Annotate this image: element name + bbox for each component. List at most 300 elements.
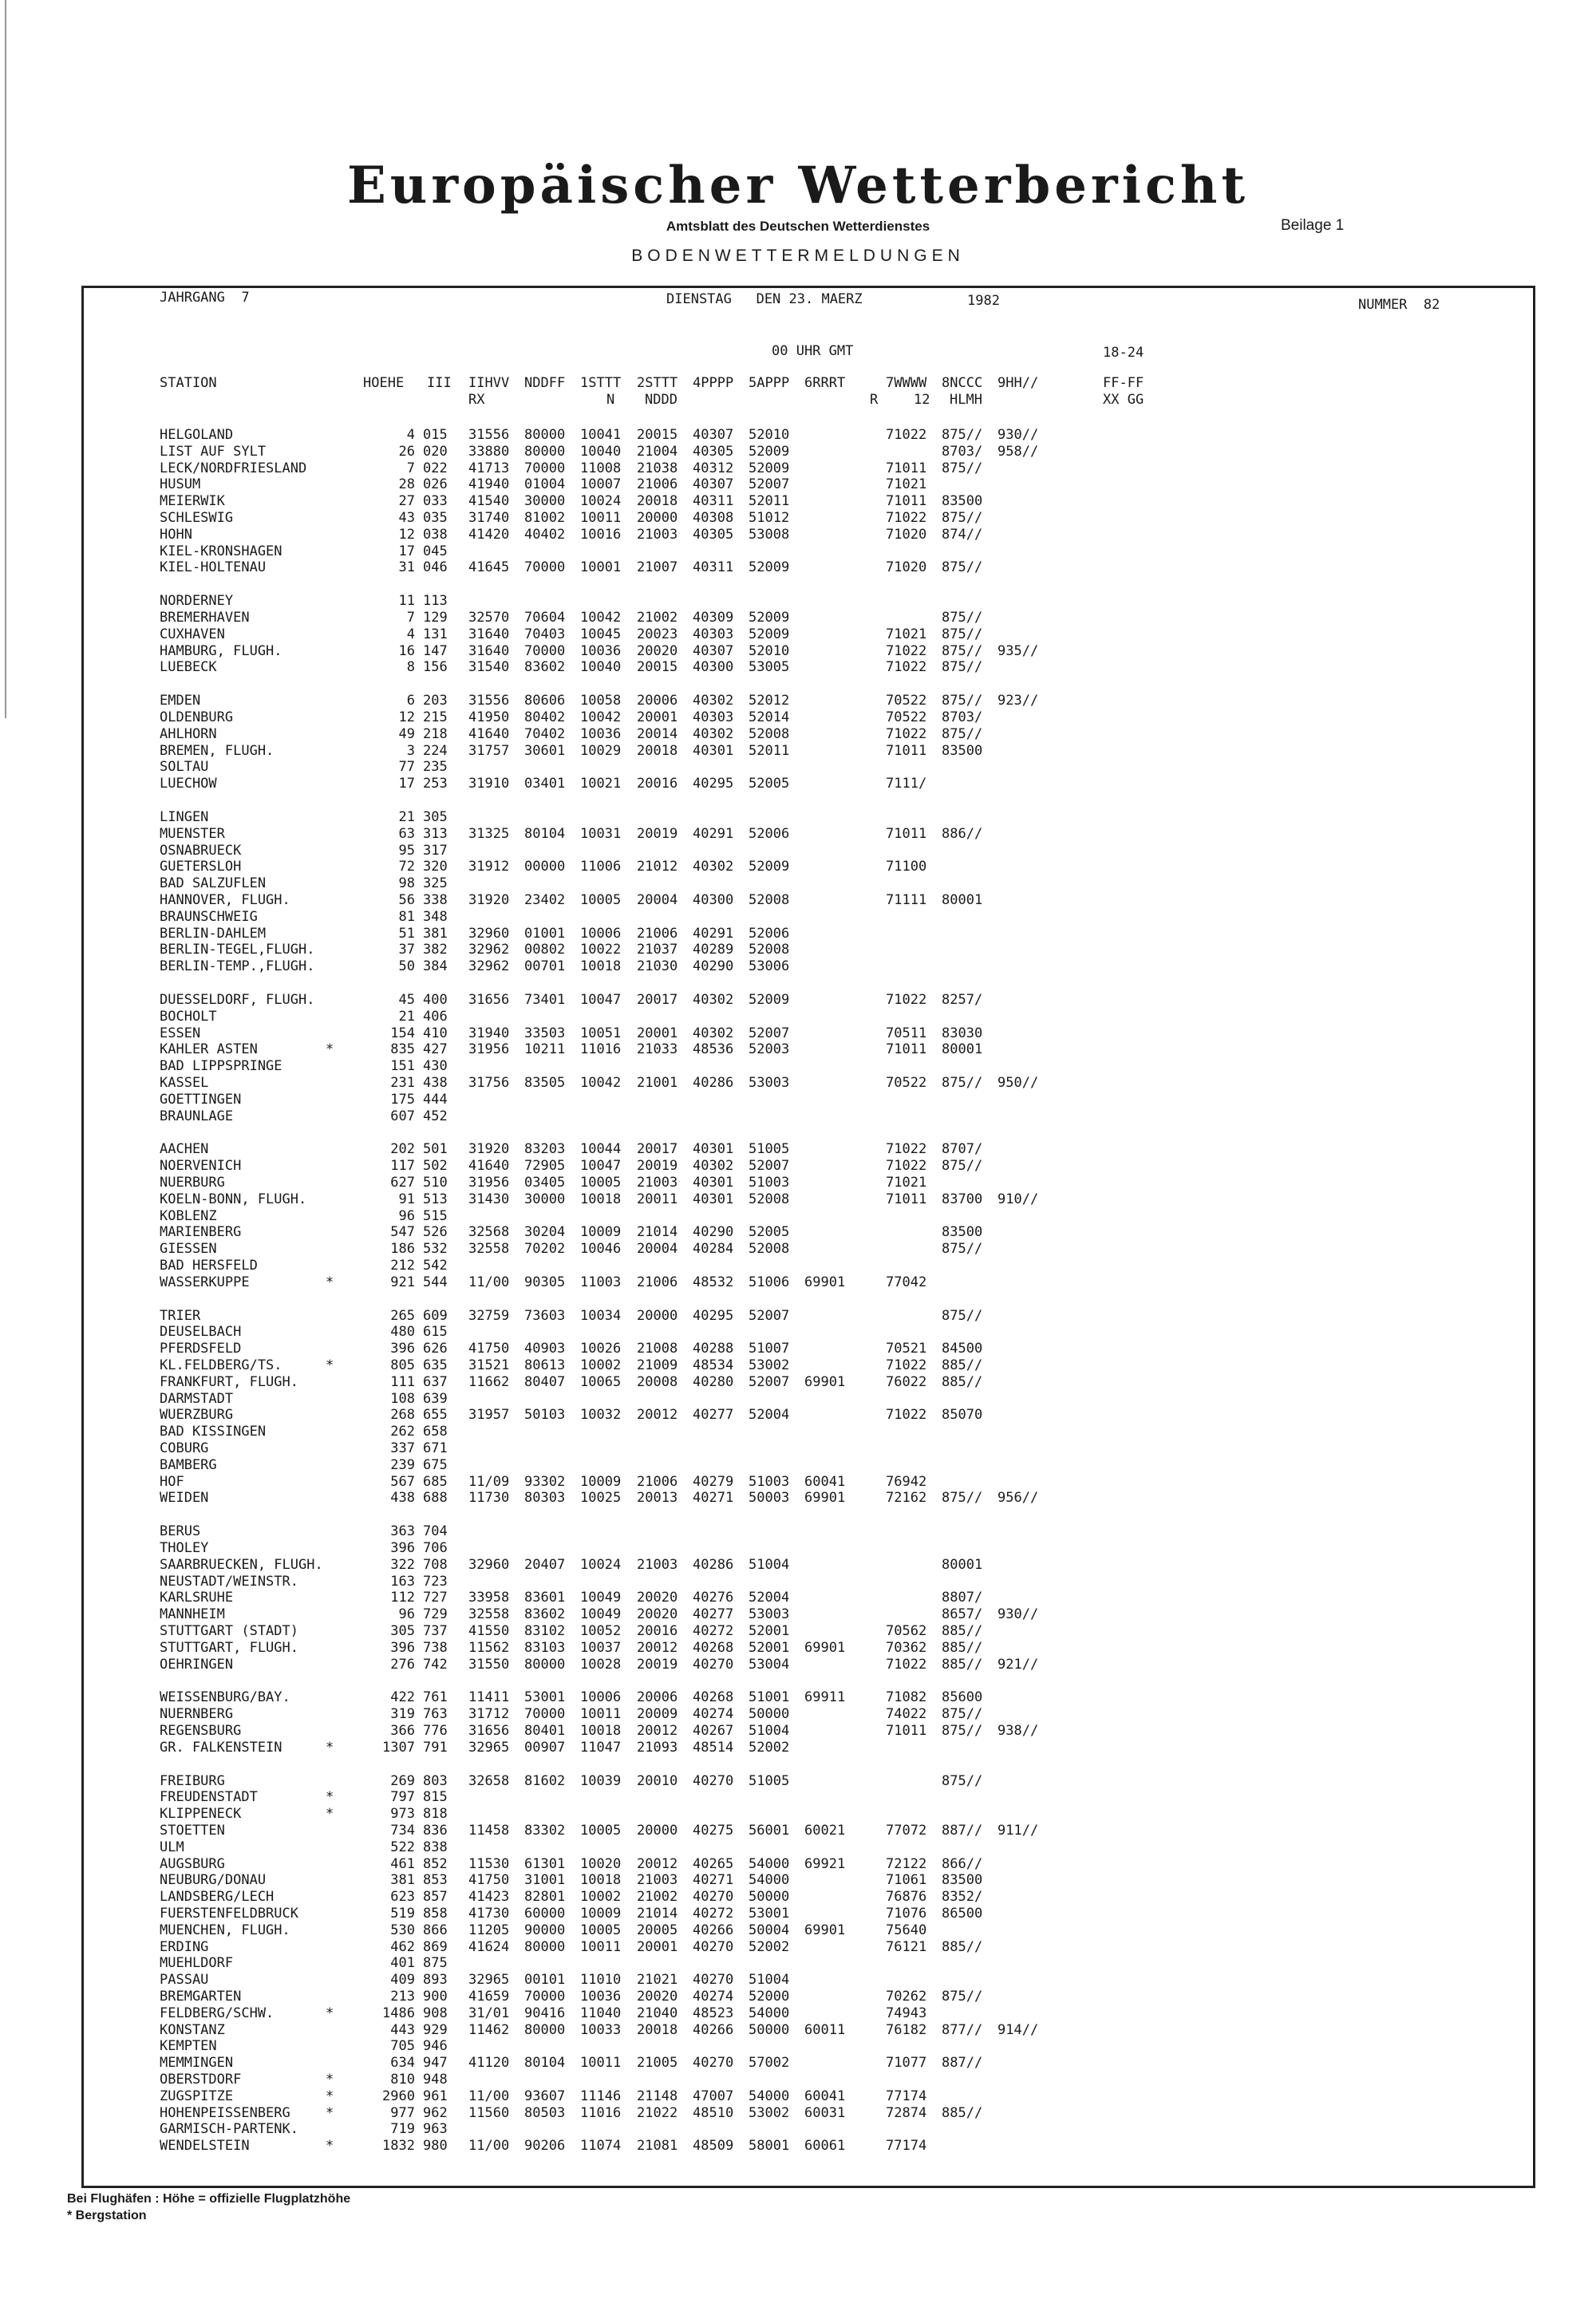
column-header: 1STTT <box>580 375 622 391</box>
station-height: 96 <box>398 1207 415 1224</box>
code-group: 40276 <box>693 1590 734 1606</box>
column-header-sub: RX <box>468 392 485 408</box>
code-group: 875// <box>942 659 983 676</box>
code-group: 20009 <box>637 1706 678 1723</box>
table-row <box>0 892 1532 908</box>
code-group: 85600 <box>942 1689 983 1706</box>
code-group: 40291 <box>693 925 734 942</box>
station-number: 203 <box>423 693 448 709</box>
code-group: 52001 <box>749 1623 790 1639</box>
code-group: 20016 <box>637 1623 678 1639</box>
code-group: 20407 <box>524 1556 566 1573</box>
issue-day: DIENSTAG DEN 23. MAERZ <box>666 291 863 307</box>
station-name: WEIDEN <box>160 1490 209 1507</box>
code-group: 40270 <box>693 1656 734 1673</box>
station-name: FRANKFURT, FLUGH. <box>160 1373 298 1390</box>
code-group: 10020 <box>580 1855 622 1872</box>
code-group: 10049 <box>580 1590 622 1606</box>
code-group: 10032 <box>580 1407 622 1424</box>
code-group: 71020 <box>886 526 927 543</box>
table-row <box>0 875 1532 891</box>
code-group: 10024 <box>580 1556 622 1573</box>
station-number: 723 <box>423 1573 448 1590</box>
station-name: MANNHEIM <box>160 1606 225 1623</box>
code-group: 11040 <box>580 2005 622 2021</box>
station-height: 21 <box>398 1008 415 1025</box>
table-row <box>0 759 1532 775</box>
station-name: STOETTEN <box>160 1823 225 1839</box>
code-group: 03405 <box>524 1175 566 1191</box>
code-group: 83500 <box>942 1224 983 1241</box>
code-group: 90416 <box>524 2005 566 2021</box>
code-group: 50000 <box>749 1706 790 1723</box>
code-group: 69901 <box>804 1639 846 1656</box>
code-group: 20006 <box>637 1689 678 1706</box>
code-group: 11458 <box>468 1823 510 1839</box>
code-group: 866// <box>942 1855 983 1872</box>
code-group: 40302 <box>693 1025 734 1041</box>
station-number: 961 <box>423 2088 448 2104</box>
code-group: 20019 <box>637 825 678 842</box>
code-group: 00101 <box>524 1972 566 1989</box>
code-group: 20018 <box>637 493 678 510</box>
code-group: 71022 <box>886 992 927 1008</box>
code-group: 80000 <box>524 443 566 460</box>
station-height: 50 <box>398 958 415 975</box>
station-number: 526 <box>423 1224 448 1241</box>
station-number: 046 <box>423 559 448 576</box>
code-group: 11008 <box>580 460 622 476</box>
station-name: KARLSRUHE <box>160 1590 234 1606</box>
code-group: 83102 <box>524 1623 566 1639</box>
station-height: 212 <box>390 1258 415 1274</box>
code-group: 40302 <box>693 859 734 875</box>
station-height: 319 <box>390 1706 415 1723</box>
code-group: 910// <box>998 1191 1039 1207</box>
table-row <box>0 1490 1532 1506</box>
table-row <box>0 1806 1532 1822</box>
code-group: 31956 <box>468 1175 510 1191</box>
code-group: 31556 <box>468 693 510 709</box>
station-number: 218 <box>423 725 448 742</box>
code-group: 52000 <box>749 1989 790 2005</box>
station-number: 131 <box>423 626 448 642</box>
code-group: 40288 <box>693 1341 734 1357</box>
code-group: 31956 <box>468 1041 510 1058</box>
code-group: 10065 <box>580 1373 622 1390</box>
code-group: 40279 <box>693 1473 734 1490</box>
station-name: SAARBRUECKEN, FLUGH. <box>160 1556 323 1573</box>
code-group: 56001 <box>749 1823 790 1839</box>
station-name: SCHLESWIG <box>160 510 234 526</box>
code-group: 21014 <box>637 1906 678 1922</box>
code-group: 21093 <box>637 1739 678 1756</box>
code-group: 52008 <box>749 1191 790 1207</box>
station-number: 430 <box>423 1058 448 1075</box>
code-group: 20012 <box>637 1723 678 1739</box>
code-group: 70562 <box>886 1623 927 1639</box>
code-group: 31920 <box>468 1141 510 1158</box>
code-group: 81602 <box>524 1772 566 1789</box>
station-height: 28 <box>398 476 415 493</box>
code-group: 930// <box>998 427 1039 443</box>
station-height: 547 <box>390 1224 415 1241</box>
code-group: 77042 <box>886 1274 927 1290</box>
station-name: BOCHOLT <box>160 1008 217 1025</box>
station-height: 108 <box>390 1390 415 1407</box>
code-group: 885// <box>942 1373 983 1390</box>
station-number: 113 <box>423 593 448 610</box>
code-group: 20000 <box>637 510 678 526</box>
station-height: 72 <box>398 859 415 875</box>
code-group: 60061 <box>804 2138 846 2155</box>
station-name: FELDBERG/SCHW. <box>160 2005 275 2021</box>
code-group: 70403 <box>524 626 566 642</box>
code-group: 80402 <box>524 709 566 725</box>
station-name: WENDELSTEIN <box>160 2138 250 2155</box>
code-group: 21148 <box>637 2088 678 2104</box>
station-name: GARMISCH-PARTENK. <box>160 2121 298 2138</box>
code-group: 41940 <box>468 476 510 493</box>
code-group: 83700 <box>942 1191 983 1207</box>
code-group: 41550 <box>468 1623 510 1639</box>
station-name: STUTTGART, FLUGH. <box>160 1639 298 1656</box>
column-header-sub: NDDD <box>645 392 678 408</box>
station-height: 77 <box>398 759 415 776</box>
station-height: 81 <box>398 908 415 925</box>
code-group: 52010 <box>749 642 790 659</box>
code-group: 52007 <box>749 1158 790 1175</box>
station-name: BAD HERSFELD <box>160 1258 258 1274</box>
code-group: 40301 <box>693 1141 734 1158</box>
station-height: 921 <box>390 1274 415 1290</box>
station-height: 98 <box>398 875 415 892</box>
code-group: 10002 <box>580 1357 622 1373</box>
table-row <box>0 826 1532 842</box>
station-number: 325 <box>423 875 448 892</box>
code-group: 48514 <box>693 1739 734 1756</box>
code-group: 83601 <box>524 1590 566 1606</box>
table-row <box>0 1075 1532 1091</box>
code-group: 80000 <box>524 1656 566 1673</box>
station-number: 704 <box>423 1523 448 1540</box>
code-group: 52001 <box>749 1639 790 1656</box>
table-row <box>0 1424 1532 1440</box>
issue-year: 1982 <box>967 293 1000 309</box>
code-group: 10040 <box>580 659 622 676</box>
station-height: 11 <box>398 593 415 610</box>
issue-number: NUMMER 82 <box>1358 297 1440 313</box>
station-number: 129 <box>423 610 448 626</box>
code-group: 923// <box>998 693 1039 709</box>
code-group: 40302 <box>693 1158 734 1175</box>
code-group: 10002 <box>580 1889 622 1906</box>
station-number: 035 <box>423 510 448 526</box>
code-group: 30601 <box>524 742 566 759</box>
code-group: 10009 <box>580 1224 622 1241</box>
station-number: 946 <box>423 2038 448 2055</box>
station-height: 1307 <box>382 1739 415 1756</box>
code-group: 20014 <box>637 725 678 742</box>
code-group: 31940 <box>468 1025 510 1041</box>
table-row <box>0 1025 1532 1041</box>
code-group: 911// <box>998 1823 1039 1839</box>
code-group: 40268 <box>693 1639 734 1656</box>
code-group: 885// <box>942 1623 983 1639</box>
code-group: 80000 <box>524 427 566 443</box>
table-row <box>0 1972 1532 1988</box>
station-height: 213 <box>390 1989 415 2005</box>
table-row <box>0 1191 1532 1207</box>
code-group: 40402 <box>524 526 566 543</box>
code-group: 85070 <box>942 1407 983 1424</box>
station-number: 510 <box>423 1175 448 1191</box>
station-height: 21 <box>398 809 415 825</box>
code-group: 71022 <box>886 510 927 526</box>
station-name: NUERBURG <box>160 1175 225 1191</box>
code-group: 8657/ <box>942 1606 983 1623</box>
code-group: 51005 <box>749 1772 790 1789</box>
code-group: 51004 <box>749 1723 790 1739</box>
table-row <box>0 1108 1532 1124</box>
column-header: FF-FF <box>1103 375 1144 391</box>
code-group: 30000 <box>524 493 566 510</box>
code-group: 10044 <box>580 1141 622 1158</box>
code-group: 40274 <box>693 1989 734 2005</box>
code-group: 71022 <box>886 659 927 676</box>
code-group: 40286 <box>693 1556 734 1573</box>
station-number: 803 <box>423 1772 448 1789</box>
table-row <box>0 1939 1532 1955</box>
code-group: 72905 <box>524 1158 566 1175</box>
column-header: HOEHE <box>363 375 405 391</box>
code-group: 52008 <box>749 725 790 742</box>
table-row <box>0 843 1532 859</box>
code-group: 31656 <box>468 992 510 1008</box>
station-height: 3 <box>406 742 415 759</box>
station-height: 705 <box>390 2038 415 2055</box>
station-number: 963 <box>423 2121 448 2138</box>
code-group: 80104 <box>524 825 566 842</box>
station-height: 627 <box>390 1175 415 1191</box>
code-group: 40270 <box>693 1938 734 1955</box>
station-height: 7 <box>406 610 415 626</box>
station-height: 461 <box>390 1855 415 1872</box>
station-number: 655 <box>423 1407 448 1424</box>
station-height: 96 <box>398 1606 415 1623</box>
station-name: GUETERSLOH <box>160 859 242 875</box>
code-group: 10021 <box>580 776 622 792</box>
code-group: 20000 <box>637 1823 678 1839</box>
code-group: 40267 <box>693 1723 734 1739</box>
station-name: THOLEY <box>160 1540 209 1556</box>
code-group: 41659 <box>468 1989 510 2005</box>
code-group: 958// <box>998 443 1039 460</box>
station-name: DEUSELBACH <box>160 1324 242 1341</box>
code-group: 10024 <box>580 493 622 510</box>
code-group: 90305 <box>524 1274 566 1290</box>
code-group: 83030 <box>942 1025 983 1041</box>
station-number: 893 <box>423 1972 448 1989</box>
mountain-station-marker: * <box>326 1041 334 1058</box>
code-group: 60041 <box>804 1473 846 1490</box>
station-height: 154 <box>390 1025 415 1041</box>
code-group: 31756 <box>468 1075 510 1091</box>
code-group: 10049 <box>580 1606 622 1623</box>
table-row <box>0 593 1532 609</box>
code-group: 10018 <box>580 958 622 975</box>
code-group: 40300 <box>693 892 734 908</box>
code-group: 877// <box>942 2021 983 2038</box>
column-header: 2STTT <box>637 375 678 391</box>
station-number: 706 <box>423 1540 448 1556</box>
code-group: 921// <box>998 1656 1039 1673</box>
code-group: 52003 <box>749 1041 790 1058</box>
code-group: 40305 <box>693 443 734 460</box>
code-group: 10005 <box>580 1922 622 1938</box>
code-group: 52004 <box>749 1590 790 1606</box>
code-group: 80001 <box>942 1556 983 1573</box>
station-height: 175 <box>390 1091 415 1108</box>
code-group: 20008 <box>637 1373 678 1390</box>
code-group: 23402 <box>524 892 566 908</box>
code-group: 20004 <box>637 892 678 908</box>
code-group: 20020 <box>637 1590 678 1606</box>
table-row <box>0 1341 1532 1357</box>
code-group: 32960 <box>468 925 510 942</box>
code-group: 875// <box>942 427 983 443</box>
table-row <box>0 1955 1532 1971</box>
code-group: 71011 <box>886 825 927 842</box>
station-height: 111 <box>390 1373 415 1390</box>
station-height: 305 <box>390 1623 415 1639</box>
code-group: 11/00 <box>468 1274 510 1290</box>
code-group: 52009 <box>749 626 790 642</box>
code-group: 60021 <box>804 1823 846 1839</box>
code-group: 20023 <box>637 626 678 642</box>
code-group: 70000 <box>524 642 566 659</box>
code-group: 76022 <box>886 1373 927 1390</box>
station-height: 186 <box>390 1241 415 1258</box>
station-height: 16 <box>398 642 415 659</box>
table-row <box>0 958 1532 974</box>
page-subtitle: Amtsblatt des Deutschen Wetterdienstes <box>666 219 930 234</box>
code-group: 41750 <box>468 1341 510 1357</box>
code-group: 93302 <box>524 1473 566 1490</box>
code-group: 74943 <box>886 2005 927 2021</box>
code-group: 10042 <box>580 1075 622 1091</box>
station-height: 231 <box>390 1075 415 1091</box>
station-number: 742 <box>423 1656 448 1673</box>
station-name: GIESSEN <box>160 1241 217 1258</box>
station-height: 322 <box>390 1556 415 1573</box>
code-group: 40301 <box>693 742 734 759</box>
station-number: 410 <box>423 1025 448 1041</box>
code-group: 71011 <box>886 1191 927 1207</box>
code-group: 83103 <box>524 1639 566 1656</box>
code-group: 10042 <box>580 610 622 626</box>
code-group: 50000 <box>749 2021 790 2038</box>
code-group: 54000 <box>749 2088 790 2104</box>
code-group: 31957 <box>468 1407 510 1424</box>
station-name: DARMSTADT <box>160 1390 234 1407</box>
station-number: 900 <box>423 1989 448 2005</box>
code-group: 52007 <box>749 1025 790 1041</box>
station-number: 688 <box>423 1490 448 1507</box>
column-header: 7WWWW <box>886 375 927 391</box>
table-row <box>0 1274 1532 1290</box>
code-group: 93607 <box>524 2088 566 2104</box>
code-group: 32965 <box>468 1739 510 1756</box>
code-group: 41640 <box>468 1158 510 1175</box>
code-group: 80407 <box>524 1373 566 1390</box>
station-number: 022 <box>423 460 448 476</box>
code-group: 52011 <box>749 742 790 759</box>
code-group: 52004 <box>749 1407 790 1424</box>
station-number: 235 <box>423 759 448 776</box>
station-height: 522 <box>390 1839 415 1855</box>
table-row <box>0 643 1532 659</box>
code-group: 7111/ <box>886 776 927 792</box>
station-number: 532 <box>423 1241 448 1258</box>
station-name: OSNABRUECK <box>160 842 242 859</box>
code-group: 20020 <box>637 1989 678 2005</box>
code-group: 83500 <box>942 1872 983 1889</box>
code-group: 21007 <box>637 559 678 576</box>
code-group: 71011 <box>886 1041 927 1058</box>
code-group: 31656 <box>468 1723 510 1739</box>
table-row <box>0 1922 1532 1938</box>
station-number: 671 <box>423 1440 448 1456</box>
station-number: 675 <box>423 1456 448 1473</box>
station-height: 337 <box>390 1440 415 1456</box>
code-group: 31/01 <box>468 2005 510 2021</box>
code-group: 11074 <box>580 2138 622 2155</box>
code-group: 52008 <box>749 942 790 958</box>
station-name: AUGSBURG <box>160 1855 225 1872</box>
station-height: 95 <box>398 842 415 859</box>
code-group: 11662 <box>468 1373 510 1390</box>
code-group: 875// <box>942 1241 983 1258</box>
station-number: 708 <box>423 1556 448 1573</box>
table-row <box>0 709 1532 725</box>
station-name: BRAUNSCHWEIG <box>160 908 258 925</box>
code-group: 52009 <box>749 460 790 476</box>
code-group: 11530 <box>468 1855 510 1872</box>
station-height: 37 <box>398 942 415 958</box>
table-row <box>0 776 1532 792</box>
code-group: 72874 <box>886 2104 927 2121</box>
station-name: MARIENBERG <box>160 1224 242 1241</box>
code-group: 40271 <box>693 1490 734 1507</box>
code-group: 875// <box>942 559 983 576</box>
code-group: 72122 <box>886 1855 927 1872</box>
code-group: 875// <box>942 693 983 709</box>
code-group: 40270 <box>693 1889 734 1906</box>
code-group: 71100 <box>886 859 927 875</box>
code-group: 875// <box>942 1989 983 2005</box>
code-group: 40271 <box>693 1872 734 1889</box>
code-group: 11560 <box>468 2104 510 2121</box>
station-number: 338 <box>423 892 448 908</box>
code-group: 31920 <box>468 892 510 908</box>
code-group: 10009 <box>580 1906 622 1922</box>
code-group: 21003 <box>637 1556 678 1573</box>
code-group: 10040 <box>580 443 622 460</box>
station-name: FREIBURG <box>160 1772 225 1789</box>
code-group: 20012 <box>637 1407 678 1424</box>
station-name: NEUBURG/DONAU <box>160 1872 267 1889</box>
